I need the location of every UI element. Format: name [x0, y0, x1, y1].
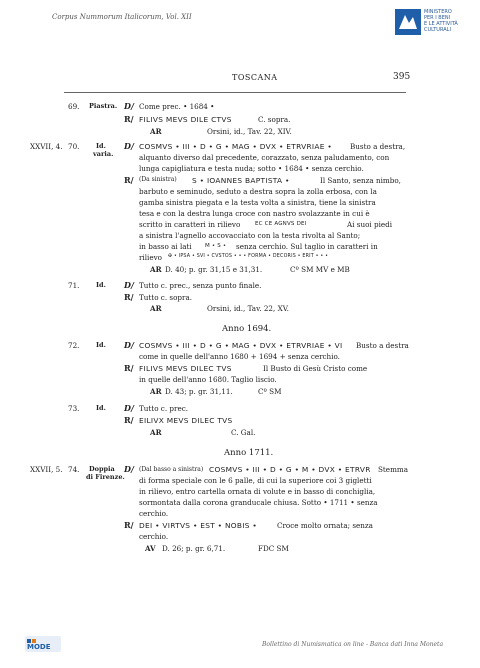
reference: Orsini, id., Tav. 22, XV. [207, 304, 289, 313]
reference: D. 40; p. gr. 31,15 e 31,31. [165, 265, 263, 274]
edge-inscription: ✠ • IPSA • SVI • CVSTOS • • • FORMA • DECORIS • ERIT • • • [168, 254, 329, 259]
reverse-text: Tutto c. sopra. [139, 293, 193, 302]
description-line: barbuto e seminudo, seduto a destra sopra la zolla erbosa, con la [139, 187, 377, 196]
series-title: Corpus Nummorum Italicorum, Vol. XII [52, 13, 192, 21]
entry-number: 73. [68, 404, 80, 413]
reference: D. 26; p. gr. 6,71. [162, 544, 226, 553]
description-line: alquanto diverso dal precedente, corazzato, senza paludamento, con [139, 153, 390, 162]
description-line: gamba sinistra piegata e la testa volta a sinistra, tiene la sinistra [139, 198, 376, 207]
description-line: sormontata dalla corona granducale chiusa. Sotto • 1711 • senza [139, 498, 378, 507]
reverse-text: Il Busto di Gesù Cristo come [263, 364, 368, 373]
coin-type: Id. [96, 341, 106, 349]
ministry-logo-icon [395, 9, 421, 35]
description-line: cerchio. [139, 509, 169, 518]
reverse-mark: R/ [124, 363, 134, 373]
reverse-legend: FILIVS MEVS DILE CTVS [139, 115, 232, 124]
reverse-legend: EILIVX MEVS DILEC TVS [139, 416, 233, 425]
obverse-legend: COSMVS • III • D • G • M • DVX • ETRVR [209, 465, 371, 474]
header-rule [64, 92, 406, 93]
metal: AR [150, 127, 162, 136]
reverse-text: Il Santo, senza nimbo, [320, 176, 401, 185]
footer-text: Bollettino di Numismatica on line - Banca dati Inna Moneta [262, 641, 444, 648]
coin-type: Piastra. [89, 102, 118, 110]
obverse-mark: D/ [124, 280, 134, 290]
collections: FDC SM [258, 544, 289, 553]
obverse-text: Busto a destra, [350, 142, 406, 151]
entry-number: 69. [68, 102, 80, 111]
description-line: come in quelle dell'anno 1680 + 1694 + senza cerchio. [139, 352, 340, 361]
reverse-mark: R/ [124, 114, 134, 124]
coin-type: Doppia [89, 465, 115, 473]
metal: AR [150, 304, 162, 313]
reverse-text: C. sopra. [258, 115, 291, 124]
description-line: in quelle dell'anno 1680. Taglio liscio. [139, 375, 277, 384]
description-line: Ai suoi piedi [347, 220, 393, 229]
reverse-mark: R/ [124, 292, 134, 302]
obverse-mark: D/ [124, 340, 134, 350]
mode-logo [25, 636, 61, 652]
description-line: in basso ai lati [139, 242, 192, 251]
obverse-legend: COSMVS • III • D • G • MAG • DVX • ETRVRIAE • VI [139, 341, 343, 350]
reverse-legend: S • IOANNES BAPTISTA • [192, 176, 290, 185]
obverse-mark: D/ [124, 141, 134, 151]
metal: AR [150, 428, 162, 437]
metal: AR [150, 265, 162, 274]
collections: Cº SM [258, 387, 282, 396]
entry-number: 74. [68, 465, 80, 474]
entry-number: 71. [68, 281, 80, 290]
description-line: lunga capigliatura e testa nuda; sotto • 1684 • senza cerchio. [139, 164, 364, 173]
reference: D. 43; p. gr. 31,11. [165, 387, 233, 396]
metal: AR [150, 387, 162, 396]
obverse-text: Stemma [378, 465, 408, 474]
entry-number: 70. [68, 142, 80, 151]
coin-variant: varia. [93, 150, 114, 158]
description-line: in rilievo, entro cartella ornata di volute e in basso di conchiglia, [139, 487, 376, 496]
coin-type: Id. [96, 142, 106, 150]
coin-type: Id. [96, 281, 106, 289]
entry-number: 72. [68, 341, 80, 350]
reverse-legend: FILIVS MEVS DILEC TVS [139, 364, 232, 373]
mode-logo-text: MODE [27, 643, 51, 651]
obverse-text: Tutto c. prec. [139, 404, 189, 413]
description-line: tesa e con la destra lunga croce con nastro svolazzante in cui è [139, 209, 370, 218]
inscription: EC CE AGNVS DEI [255, 221, 307, 227]
obverse-mark: D/ [124, 464, 134, 474]
page-title: TOSCANA [232, 73, 278, 82]
coin-type: Id. [96, 404, 106, 412]
collections: Cº SM MV e MB [290, 265, 350, 274]
obverse-legend: COSMVS • III • D • G • MAG • DVX • ETRVRIAE • [139, 142, 333, 151]
plate-ref: XXVII, 5. [30, 465, 63, 474]
description-line: a sinistra l'agnello accovacciato con la testa rivolta al Santo; [139, 231, 361, 240]
year-heading: Anno 1711. [224, 448, 274, 458]
reverse-mark: R/ [124, 520, 134, 530]
obverse-text: Tutto c. prec., senza punto finale. [139, 281, 262, 290]
reverse-mark: R/ [124, 415, 134, 425]
obverse-text: Busto a destra [356, 341, 409, 350]
obverse-text: Come prec. • 1684 • [139, 102, 215, 111]
description-line: rilievo [139, 253, 162, 262]
plate-ref: XXVII, 4. [30, 142, 63, 151]
description-line: senza cerchio. Sul taglio in caratteri in [236, 242, 378, 251]
description-line: di forma speciale con le 6 palle, di cui la superiore coi 3 gigletti [139, 476, 372, 485]
obverse-mark: D/ [124, 101, 134, 111]
reverse-mark: R/ [124, 175, 134, 185]
reverse-legend: DEI • VIRTVS • EST • NOBIS • [139, 521, 258, 530]
description-line: cerchio. [139, 532, 169, 541]
coin-type-place: di Firenze. [86, 473, 125, 481]
metal: AV [145, 544, 156, 553]
reference: Orsini, id., Tav. 22, XIV. [207, 127, 292, 136]
ministry-name: MINISTERO PER I BENI E LE ATTIVITÀ CULTURALI [424, 9, 458, 33]
reverse-text: Croce molto ornata; senza [277, 521, 373, 530]
obverse-mark: D/ [124, 403, 134, 413]
obverse-direction: (Dal basso a sinistra) [139, 466, 204, 473]
page-number: 395 [393, 72, 411, 82]
reverse-direction: (Da sinistra) [139, 176, 177, 183]
reference: C. Gal. [231, 428, 256, 437]
inscription: M • S • [205, 243, 227, 249]
year-heading: Anno 1694. [222, 324, 272, 334]
description-line: scritto in caratteri in rilievo [139, 220, 241, 229]
